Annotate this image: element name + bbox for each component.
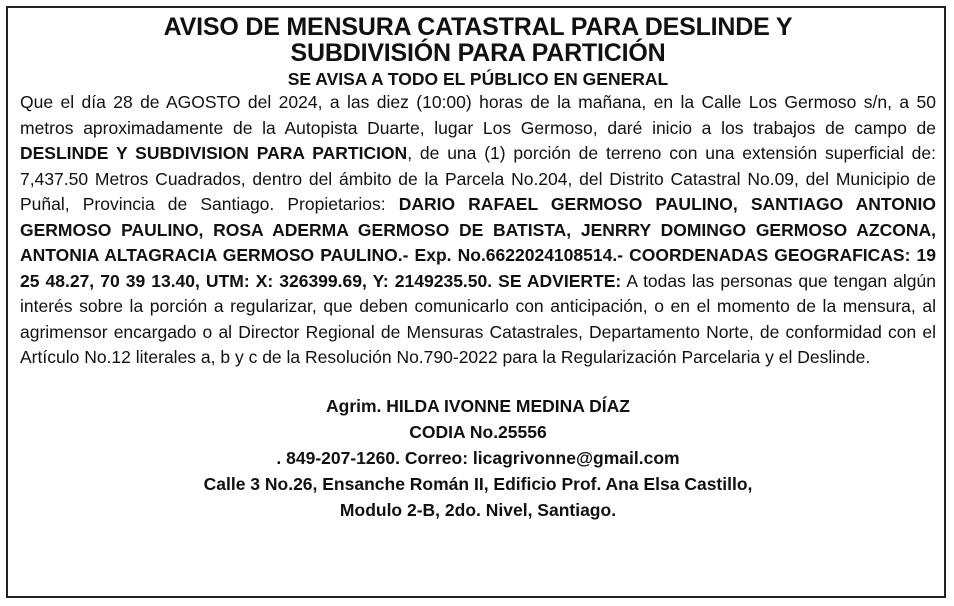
notice-body	[20, 90, 936, 371]
body-text-1: Que el día 28 de AGOSTO del 2024, a las diez (10:00) horas de la mañana, en la Calle Los Germoso s/n, a 50 metros aproximadamente de la Autopista Duarte, lugar Los Germoso, daré inicio a los trabajos de campo de	[20, 92, 936, 138]
signature-block	[20, 393, 936, 523]
signature-codia: CODIA No.25556	[409, 421, 547, 442]
signature-name: Agrim. HILDA IVONNE MEDINA DÍAZ	[326, 395, 630, 416]
body-bold-owners: DARIO RAFAEL GERMOSO PAULINO, SANTIAGO ANTONIO GERMOSO PAULINO, ROSA ADERMA GERMOSO DE BATISTA, JENRRY DOMINGO GERMOSO AZCONA, ANTONIA ALTAGRACIA GERMOSO PAULINO.- Exp. No.6622024108514.- COORDENADAS GEOGRAFICAS: 19 25 48.27, 70 39 13.40, UTM: X: 326399.69, Y: 2149235.50. SE ADVIERTE:	[20, 194, 936, 291]
signature-address-2: Modulo 2-B, 2do. Nivel, Santiago.	[339, 499, 617, 520]
notice-subtitle: SE AVISA A TODO EL PÚBLICO EN GENERAL	[287, 69, 669, 89]
notice-title	[20, 14, 936, 66]
title-line-2: SUBDIVISIÓN PARA PARTICIÓN	[290, 39, 666, 67]
title-line-1: AVISO DE MENSURA CATASTRAL PARA DESLINDE Y	[163, 13, 793, 41]
signature-contact: . 849-207-1260. Correo: licagrivonne@gmail.com	[276, 447, 680, 468]
body-text-2: , de una (1) porción de terreno con una extensión superficial de: 7,437.50 Metros Cuadrados, dentro del ámbito de la Parcela No.204, del Distrito Catastral No.09, del Municipio de Puñal, Provincia de Santiago. Propietarios:	[20, 143, 936, 214]
body-bold-service: DESLINDE Y SUBDIVISION PARA PARTICION	[20, 143, 408, 163]
body-text-3: A todas las personas que tengan algún interés sobre la porción a regularizar, que deben comunicarlo con anticipación, o en el momento de la mensura, al agrimensor encargado o al Director Regional de Mensuras Catastrales, Departamento Norte, de conformidad con el Artículo No.12 literales a, b y c de la Resolución No.790-2022 para la Regularización Parcelaria y el Deslinde.	[20, 270, 936, 367]
signature-address-1: Calle 3 No.26, Ensanche Román II, Edificio Prof. Ana Elsa Castillo,	[203, 473, 753, 494]
notice-content	[20, 14, 936, 523]
